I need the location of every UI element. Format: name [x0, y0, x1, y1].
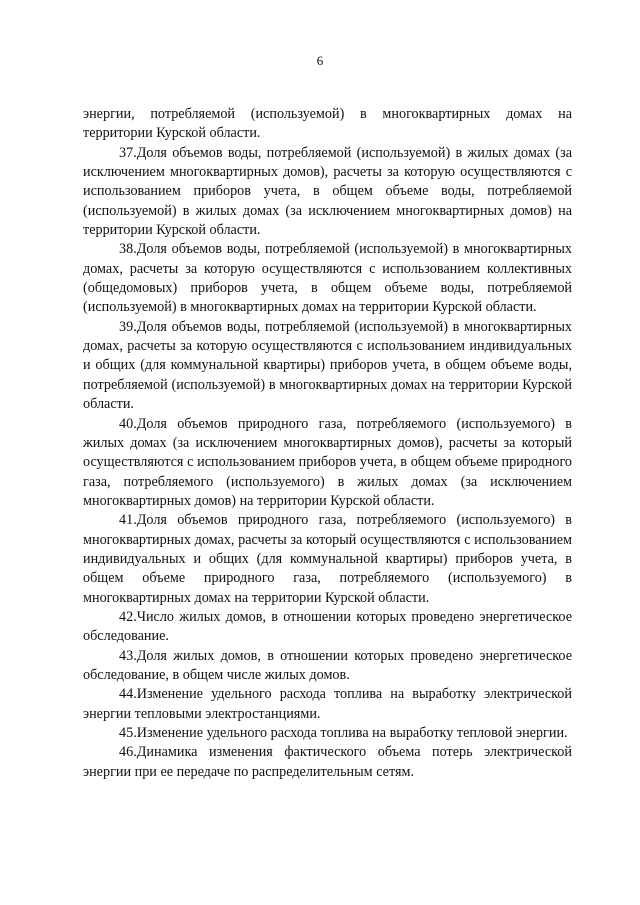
paragraph-item-46: 46.Динамика изменения фактического объема потерь электрической энергии при ее передаче по распределительным сетям.	[83, 744, 572, 780]
paragraph-item-39: 39.Доля объемов воды, потребляемой (используемой) в многоквартирных домах, расчеты за которую осуществляются с использованием индивидуальных и общих (для коммунальной квартиры) приборов учета, в общем объеме воды, потребляемой (используемой) в многоквартирных домах на территории Курской области.	[83, 318, 572, 413]
paragraph-item-40: 40.Доля объемов природного газа, потребляемого (используемого) в жилых домах (за исключением многоквартирных домов), расчеты за который осуществляются с использованием приборов учета, в общем объеме природного газа, потребляемого (используемого) в жилых домах (за исключением многоквартирных домов) на территории Курской области.	[83, 415, 572, 509]
paragraph-item-41: 41.Доля объемов природного газа, потребляемого (используемого) в многоквартирных домах, расчеты за который осуществляются с использованием индивидуальных и общих (для коммунальной квартиры) приборов учета, в общем объеме природного газа, потребляемого (используемого) в многоквартирных домах на территории Курской области.	[83, 512, 572, 606]
paragraph-item-44: 44.Изменение удельного расхода топлива на выработку электрической энергии тепловыми электростанциями.	[83, 686, 572, 722]
paragraph-item-38: 38.Доля объемов воды, потребляемой (используемой) в многоквартирных домах, расчеты за которую осуществляются с использованием коллективных (общедомовых) приборов учета, в общем объеме воды, потребляемой (используемой) в многоквартирных домах на территории Курской области.	[83, 241, 572, 316]
document-body	[83, 105, 572, 782]
paragraph-item-43: 43.Доля жилых домов, в отношении которых проведено энергетическое обследование, в общем числе жилых домов.	[83, 647, 572, 683]
paragraph-item-45: 45.Изменение удельного расхода топлива на выработку тепловой энергии.	[119, 725, 568, 741]
paragraph-continuation: энергии, потребляемой (используемой) в многоквартирных домах на территории Курской области.	[83, 106, 572, 142]
paragraph-item-42: 42.Число жилых домов, в отношении которых проведено энергетическое обследование.	[83, 608, 572, 645]
page-number: 6	[316, 53, 324, 68]
paragraph-item-37: 37.Доля объемов воды, потребляемой (используемой) в жилых домах (за исключением многоквартирных домов), расчеты за которую осуществляются с использованием приборов учета, в общем объеме воды, потребляемой (используемой) в жилых домах (за исключением многоквартирных домов) на территории Курской области.	[83, 144, 572, 239]
